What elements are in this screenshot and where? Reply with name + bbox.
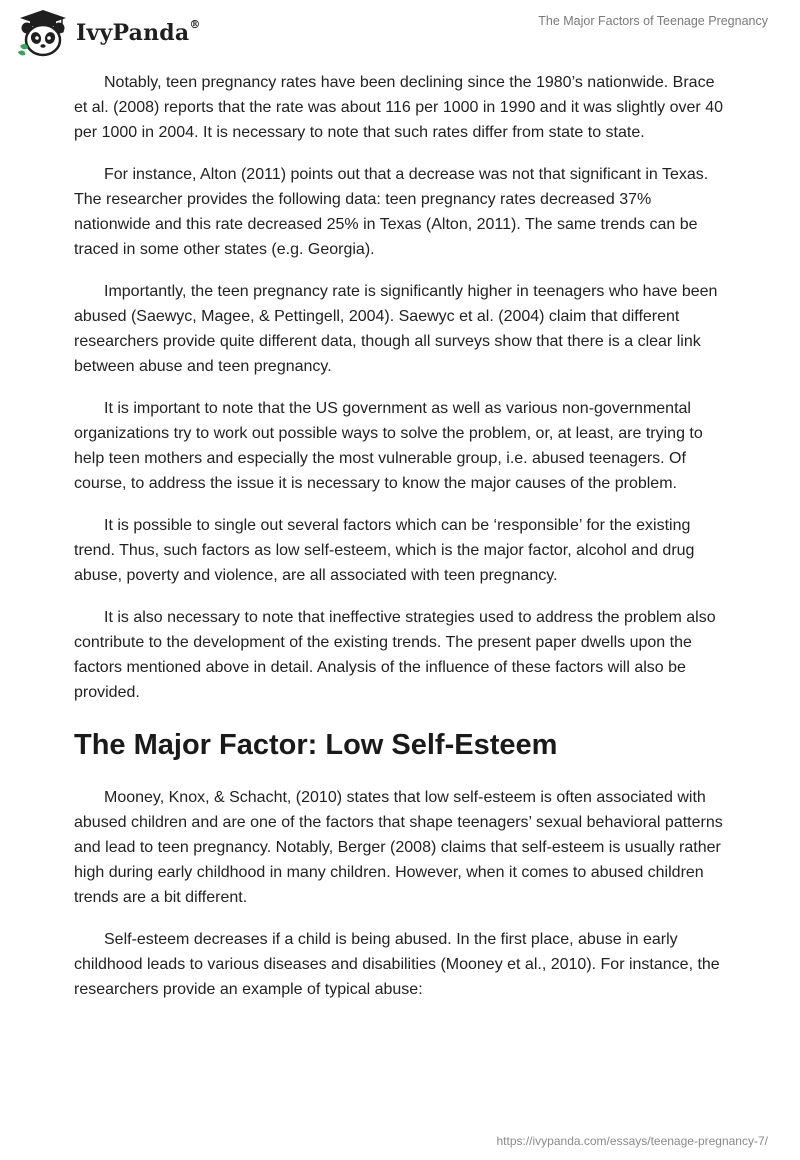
document-title: The Major Factors of Teenage Pregnancy — [538, 14, 768, 28]
paragraph: Self-esteem decreases if a child is being abused. In the first place, abuse in early childhood leads to various diseases and disabilities (Mooney et al., 2010). For instance, the researchers provide an example of typical abuse: — [74, 931, 720, 998]
paragraph: It is important to note that the US government as well as various non-governmental organizations try to work out possible ways to solve the problem, or, at least, are trying to help teen mothers and especially the most vulnerable group, i.e. abused teenagers. Of course, to address the issue it is necessary to know the major causes of the problem. — [74, 400, 703, 492]
site-logo[interactable] — [16, 8, 201, 58]
paragraph: It is also necessary to note that ineffective strategies used to address the problem also contribute to the development of the existing trends. The present paper dwells upon the factors mentioned above in detail. Analysis of the influence of these factors will also be provided. — [74, 609, 716, 701]
paragraph: Mooney, Knox, & Schacht, (2010) states that low self-esteem is often associated with abused children and are one of the factors that shape teenagers’ sexual behavioral patterns and lead to teen pregnancy. Notably, Berger (2008) claims that self-esteem is usually rather high during early childhood in many children. However, when it comes to abused children trends are a bit different. — [74, 789, 723, 906]
paragraph: It is possible to single out several factors which can be ‘responsible’ for the existing trend. Thus, such factors as low self-esteem, which is the major factor, alcohol and drug abuse, poverty and violence, are all associated with teen pregnancy. — [74, 517, 695, 584]
page-header — [0, 0, 800, 64]
panda-graduate-icon — [16, 8, 70, 58]
paragraph: Importantly, the teen pregnancy rate is significantly higher in teenagers who have been abused (Saewyc, Magee, & Pettingell, 2004). Saewyc et al. (2004) claim that different researchers provide quite different data, though all surveys show that there is a clear link between abuse and teen pregnancy. — [74, 283, 718, 375]
logo-text: IvyPanda® — [76, 18, 201, 46]
section-heading: The Major Factor: Low Self-Esteem — [74, 729, 558, 761]
essay-content — [74, 70, 728, 1019]
paragraph: Notably, teen pregnancy rates have been declining since the 1980’s nationwide. Brace et al. (2008) reports that the rate was about 116 per 1000 in 1990 and it was slightly over 40 per 1000 in 2004. It is necessary to note that such rates differ from state to state. — [74, 74, 723, 141]
source-url[interactable]: https://ivypanda.com/essays/teenage-pregnancy-7/ — [496, 1134, 768, 1148]
paragraph: For instance, Alton (2011) points out that a decrease was not that significant in Texas. The researcher provides the following data: teen pregnancy rates decreased 37% nationwide and this rate decreased 25% in Texas (Alton, 2011). The same trends can be traced in some other states (e.g. Georgia). — [74, 166, 709, 258]
